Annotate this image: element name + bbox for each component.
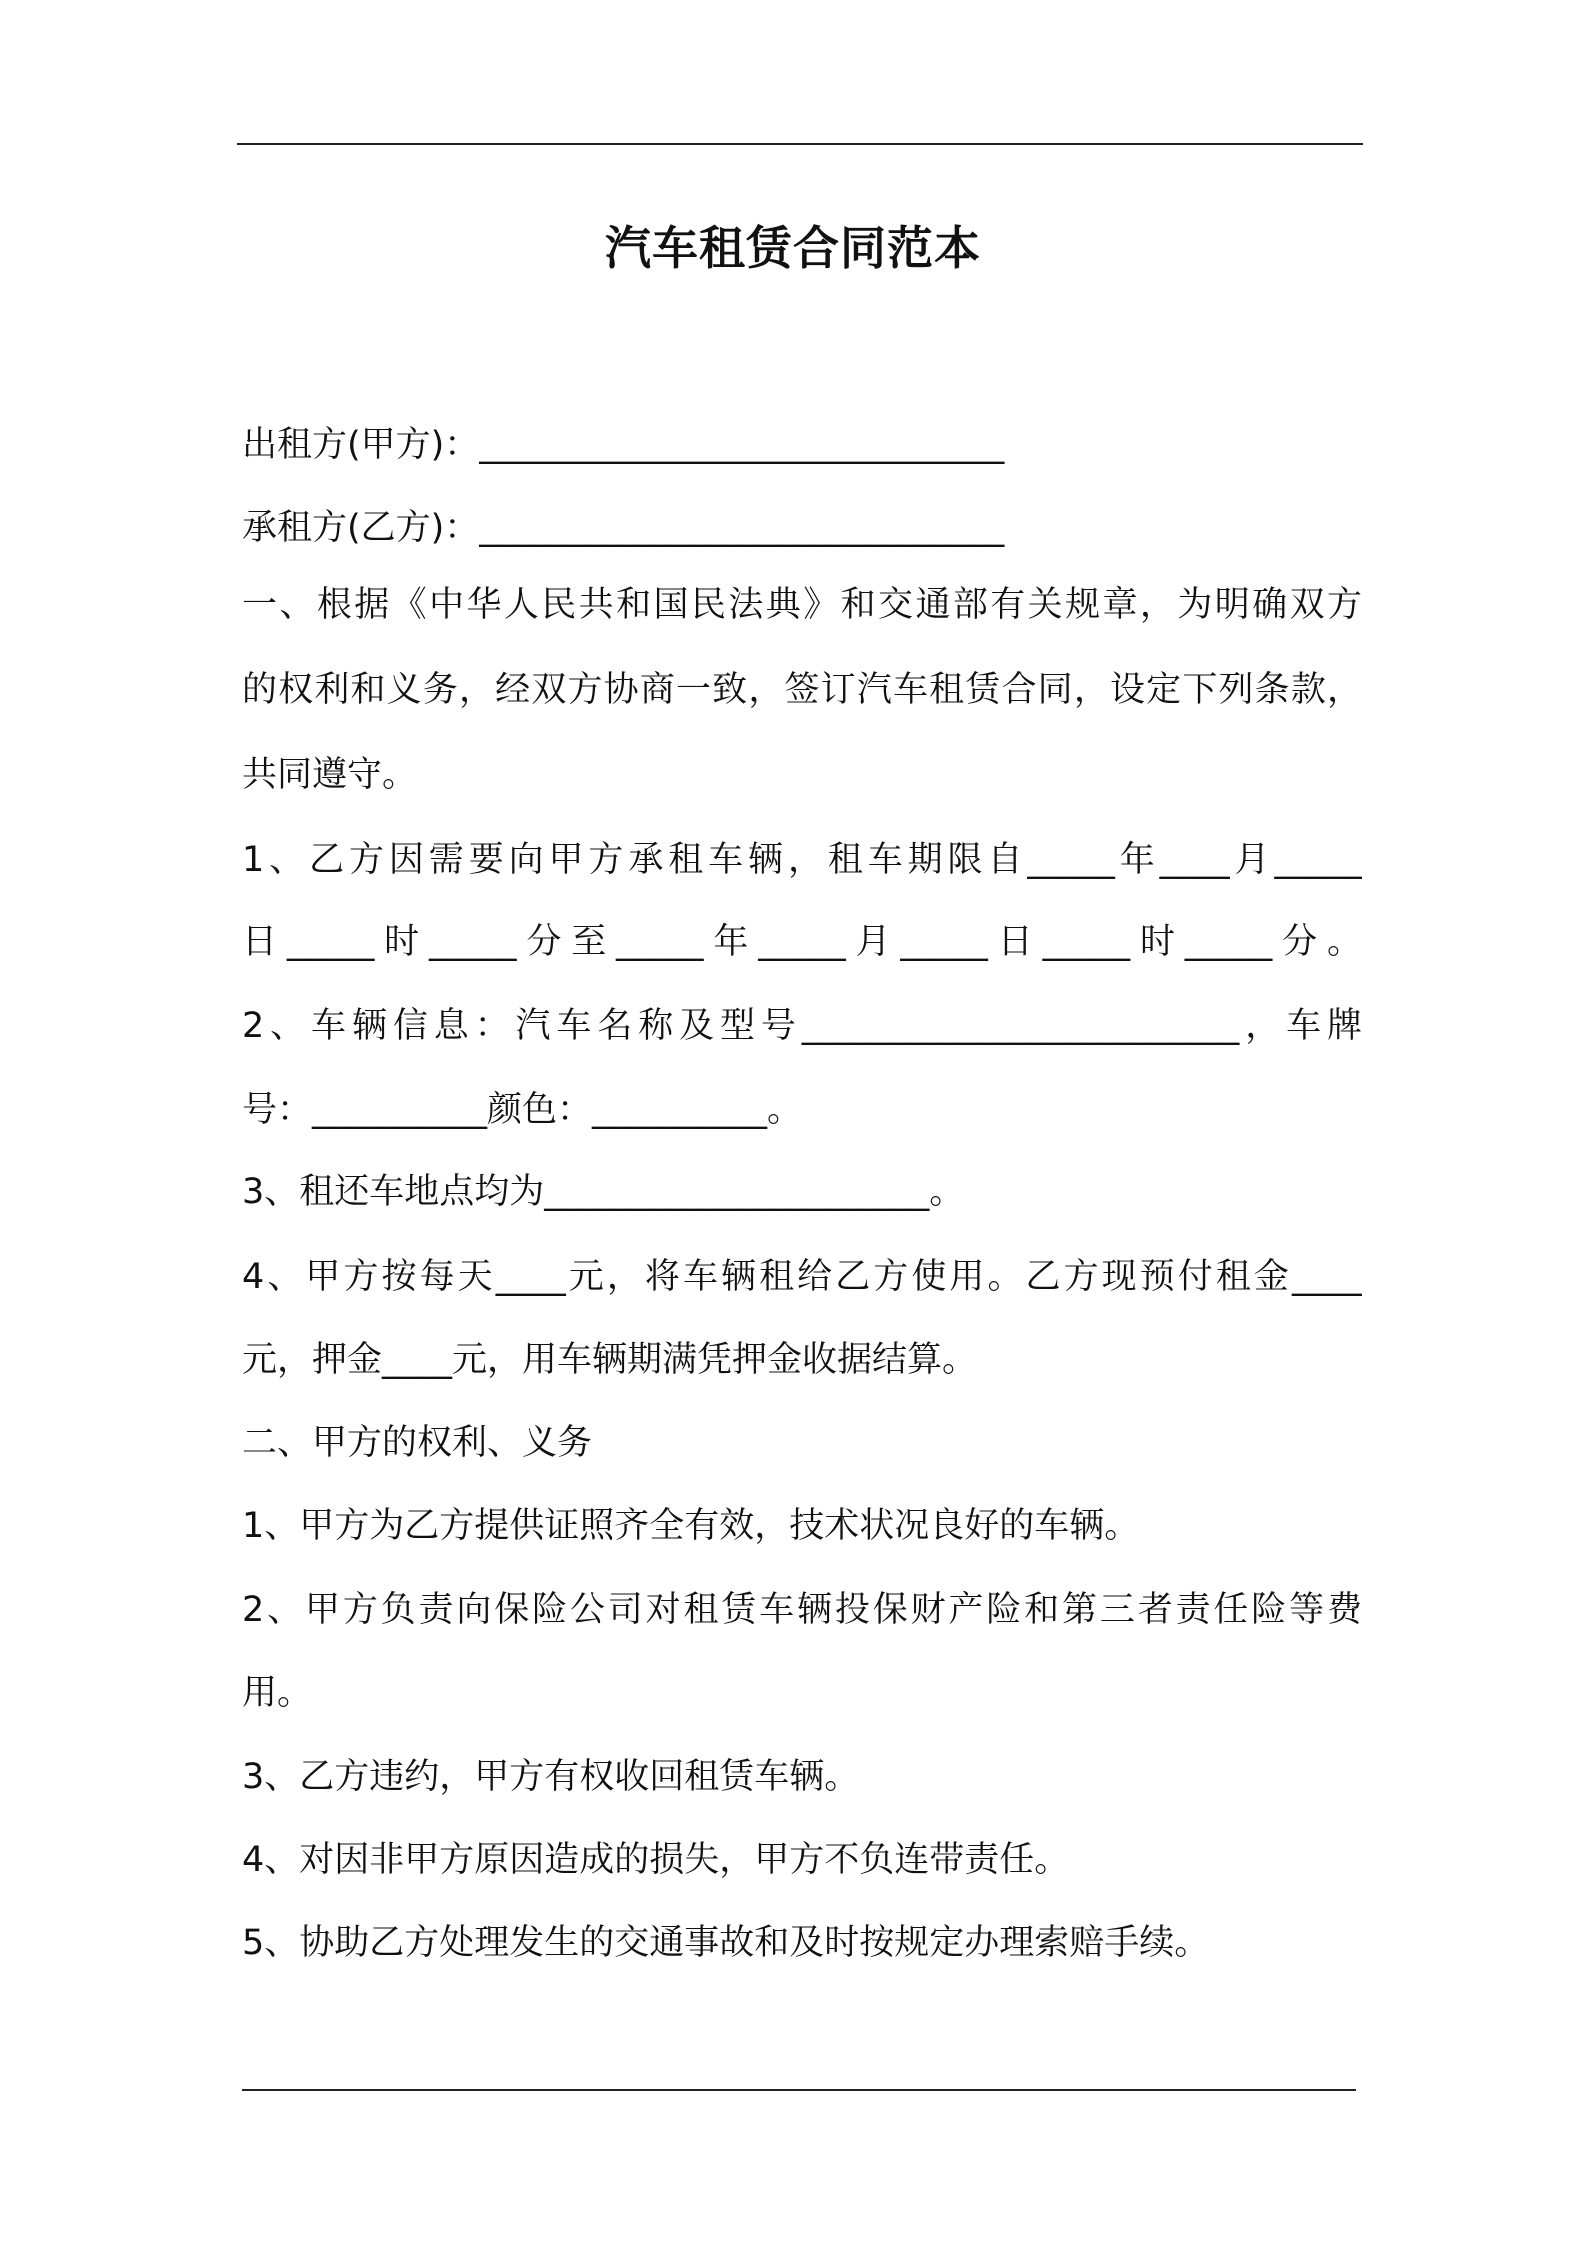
- document-title: 汽车租赁合同范本: [605, 221, 981, 275]
- clause-2-1-line: 1、甲方为乙方提供证照齐全有效，技术状况良好的车辆。: [242, 1506, 1140, 1546]
- lessee-field-line: 承租方(乙方)：______________________________: [242, 508, 1005, 548]
- clause-2-4-line: 4、对因非甲方原因造成的损失，甲方不负连带责任。: [242, 1840, 1070, 1880]
- clause-2-5-line: 5、协助乙方处理发生的交通事故和及时按规定办理索赔手续。: [242, 1923, 1210, 1963]
- clause-1-4-line: 元，押金____元，用车辆期满凭押金收据结算。: [242, 1340, 978, 1380]
- clause-1-1-line: 日_____时_____分至_____年_____月_____日_____时_____分。: [242, 922, 1362, 962]
- clause-1-4-line: 4、甲方按每天____元，将车辆租给乙方使用。乙方现预付租金____: [242, 1257, 1362, 1297]
- header-rule: [237, 143, 1363, 145]
- clause-2-3-line: 3、乙方违约，甲方有权收回租赁车辆。: [242, 1757, 860, 1797]
- section-1-paragraph-line: 一、根据《中华人民共和国民法典》和交通部有关规章，为明确双方: [242, 585, 1362, 625]
- footer-rule: [242, 2089, 1356, 2091]
- section-1-paragraph-line: 共同遵守。: [242, 755, 418, 795]
- clause-2-2-line: 用。: [242, 1673, 313, 1713]
- clause-1-1-line: 1、乙方因需要向甲方承租车辆，租车期限自_____年____月_____: [242, 840, 1362, 880]
- clause-1-2-line: 号：__________颜色：__________。: [242, 1090, 803, 1130]
- clause-1-3-line: 3、租还车地点均为______________________。: [242, 1172, 965, 1212]
- section-2-heading: 二、甲方的权利、义务: [242, 1423, 593, 1463]
- clause-2-2-line: 2、甲方负责向保险公司对租赁车辆投保财产险和第三者责任险等费: [242, 1590, 1362, 1630]
- clause-1-2-line: 2、车辆信息：汽车名称及型号_________________________，车牌: [242, 1006, 1362, 1046]
- section-1-paragraph-line: 的权利和义务，经双方协商一致，签订汽车租赁合同，设定下列条款，: [242, 670, 1362, 710]
- lessor-field-line: 出租方(甲方)：______________________________: [242, 425, 1005, 465]
